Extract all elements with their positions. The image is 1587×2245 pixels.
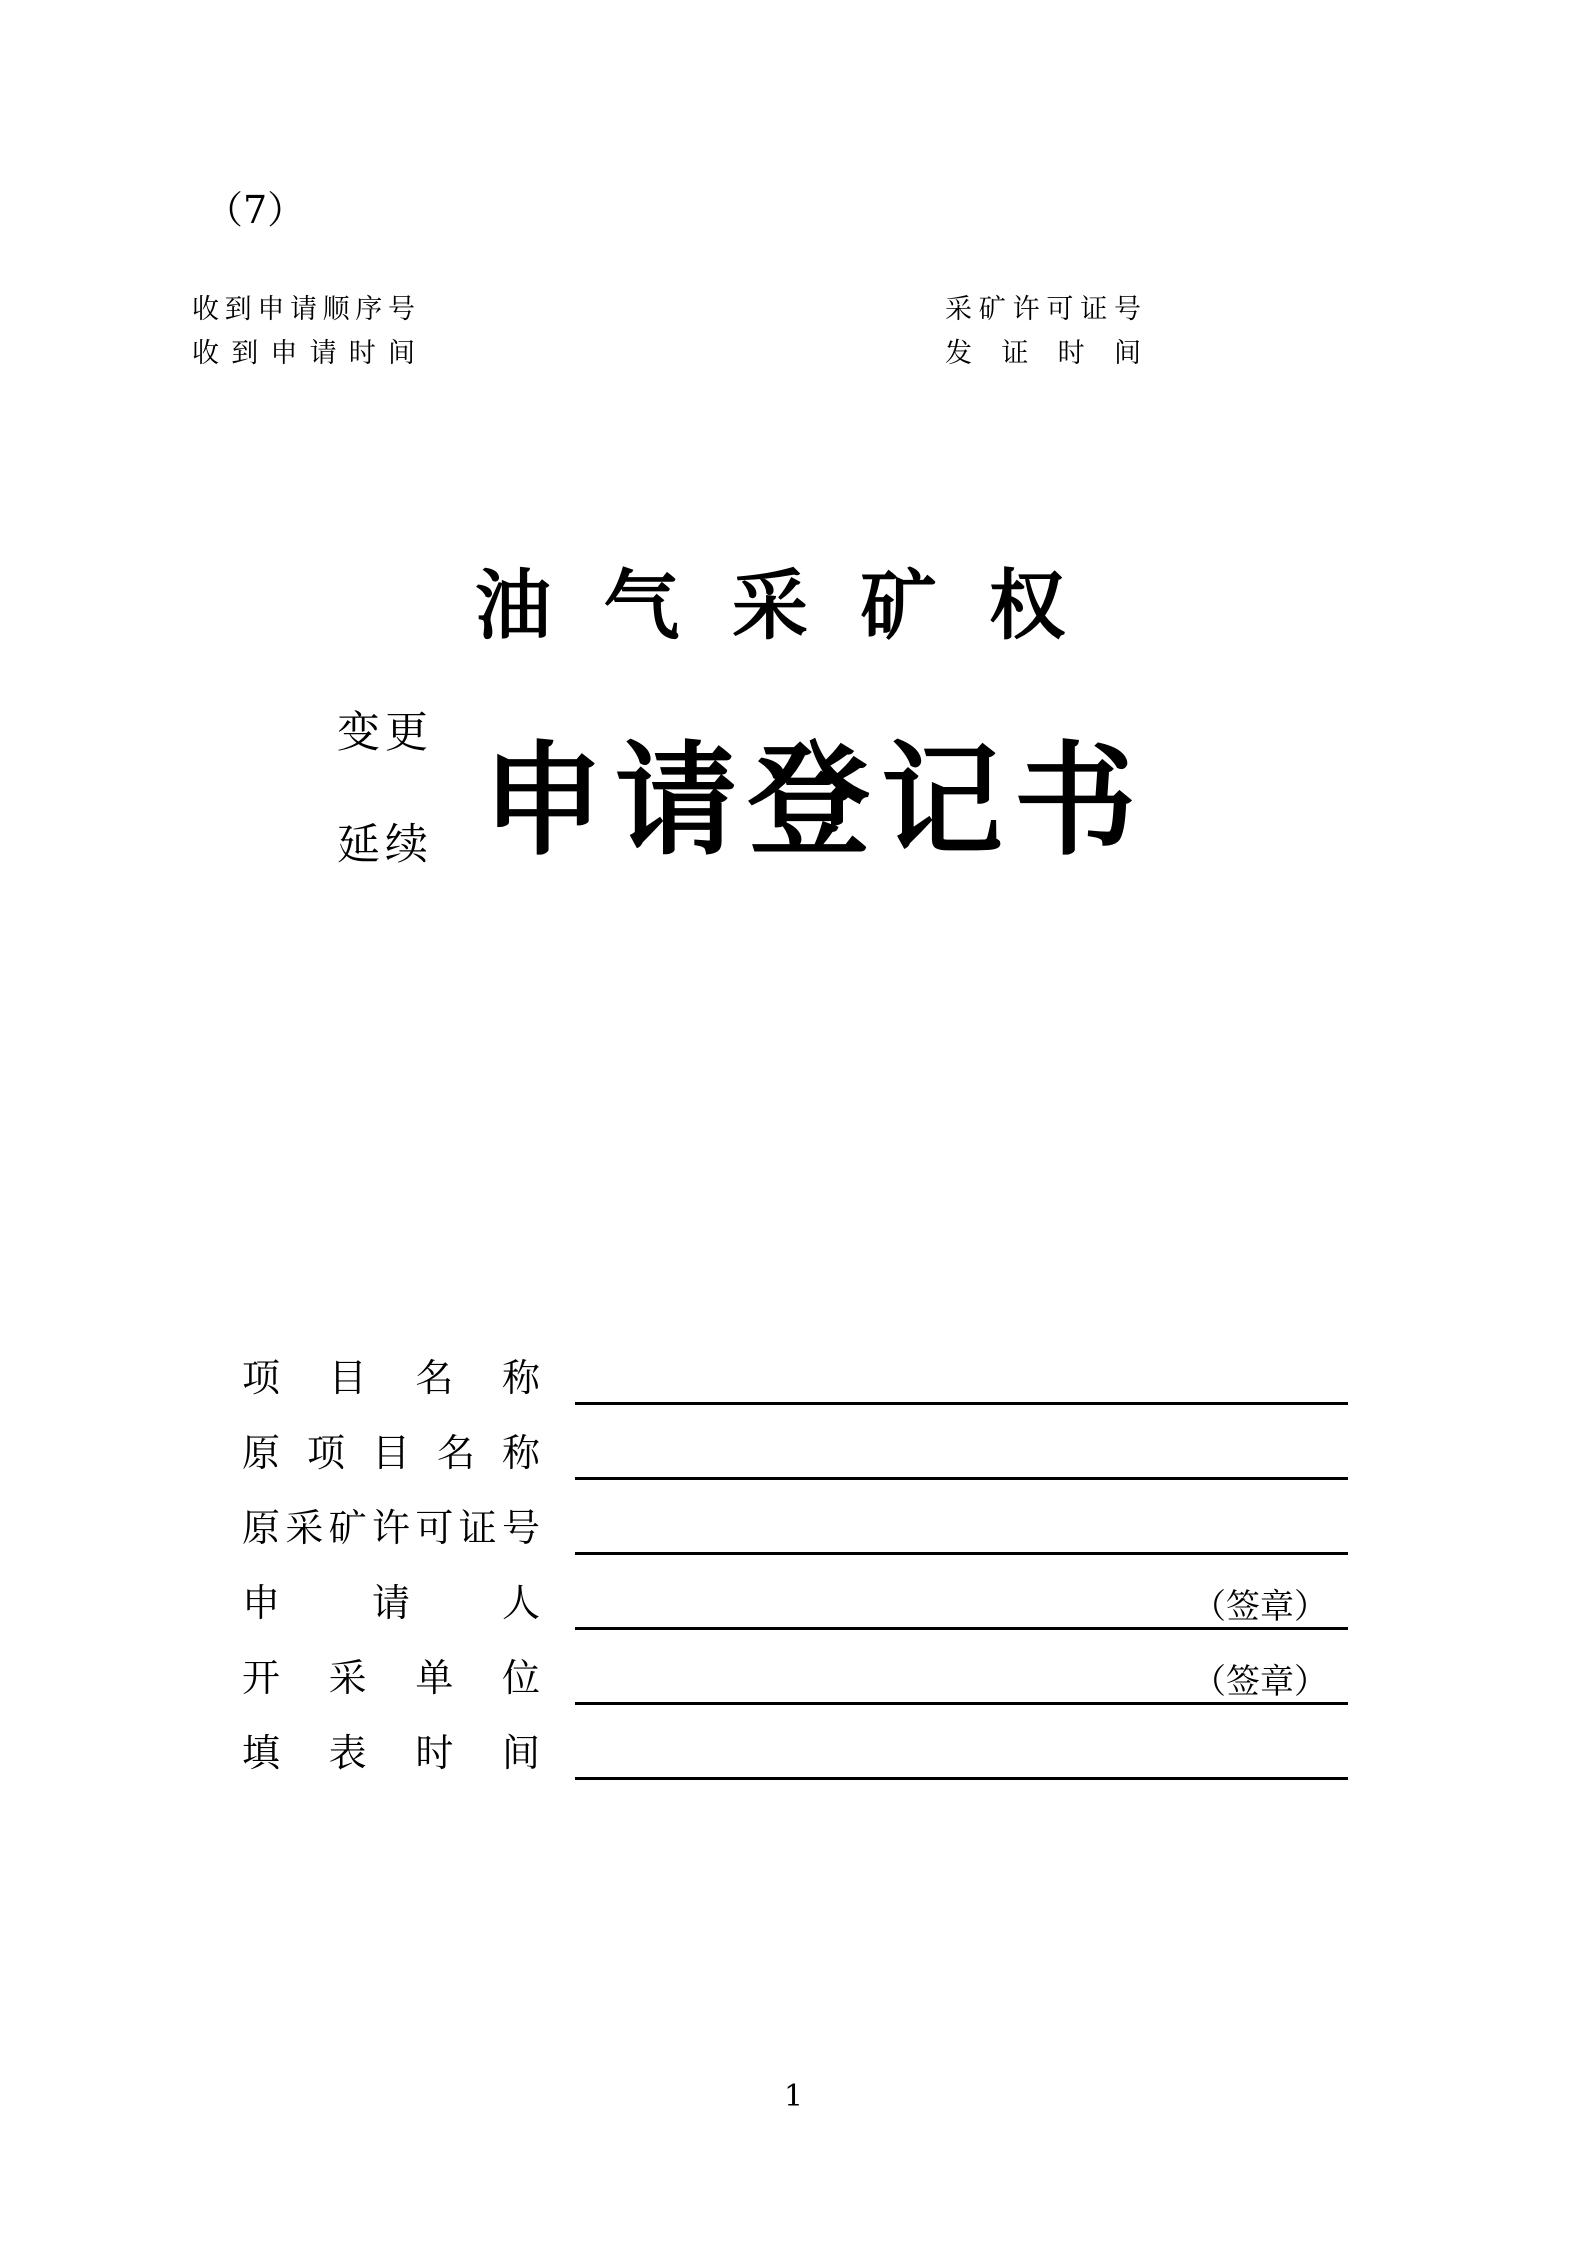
form-row-original-project-name (242, 1424, 1348, 1480)
form-row-applicant (242, 1574, 1348, 1630)
original-license-number-label: 原 采 矿 许 可 证 号 (242, 1506, 540, 1550)
received-time-label: 收 到 申 请 时 间 (192, 338, 415, 369)
original-project-name-label: 原 项 目 名 称 (242, 1431, 540, 1475)
stamp-note (1328, 1399, 1348, 1402)
form-row-project-name (242, 1349, 1348, 1405)
form-date-fill-line[interactable] (575, 1721, 1348, 1780)
mining-unit-label: 开 采 单 位 (242, 1656, 540, 1700)
issue-time-label: 发 证 时 间 (945, 338, 1141, 369)
original-license-number-fill-line[interactable] (575, 1496, 1348, 1555)
project-name-fill-line[interactable] (575, 1346, 1348, 1405)
applicant-label: 申 请 人 (242, 1581, 540, 1625)
form-sequence-number: （7） (205, 188, 306, 232)
form-row-mining-unit (242, 1649, 1348, 1705)
header-left-block (192, 294, 415, 382)
applicant-fill-line[interactable] (575, 1571, 1348, 1630)
original-project-name-fill-line[interactable] (575, 1421, 1348, 1480)
page-number: 1 (783, 2079, 804, 2114)
stamp-note (1328, 1549, 1348, 1552)
form-date-label: 填 表 时 间 (242, 1731, 540, 1775)
document-title-line1: 油 气 采 矿 权 (475, 561, 1065, 650)
received-serial-number-label: 收 到 申 请 顺 序 号 (192, 294, 415, 325)
title-option-renewal: 延续 (337, 820, 433, 870)
title-option-change: 变更 (337, 708, 433, 758)
header-right-block (945, 294, 1141, 382)
stamp-note (1328, 1474, 1348, 1477)
seal-stamp-note: （签章） (1192, 1587, 1328, 1627)
project-name-label: 项 目 名 称 (242, 1356, 540, 1400)
stamp-note (1328, 1774, 1348, 1777)
document-title-main: 申 请 登 记 书 (482, 730, 1136, 872)
mining-unit-fill-line[interactable] (575, 1646, 1348, 1705)
mining-license-number-label: 采 矿 许 可 证 号 (945, 294, 1141, 325)
seal-stamp-note: （签章） (1192, 1662, 1328, 1702)
form-row-form-date (242, 1724, 1348, 1780)
form-row-original-license-number (242, 1499, 1348, 1555)
